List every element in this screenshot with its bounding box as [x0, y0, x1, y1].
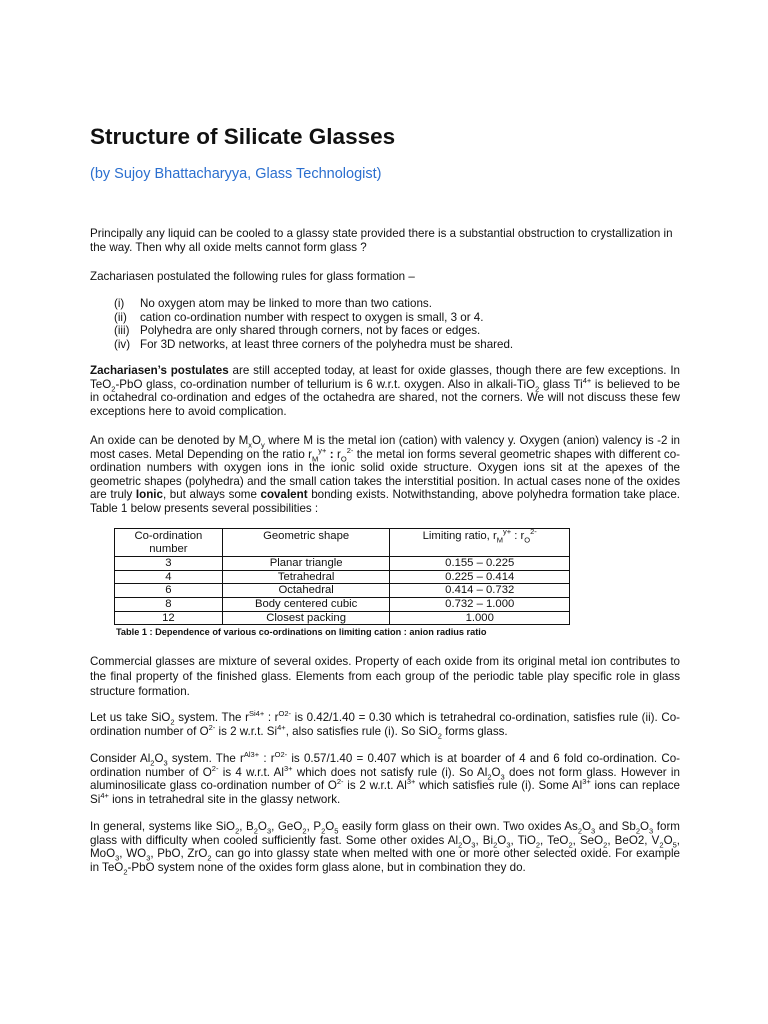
superscript: 2-: [346, 445, 354, 455]
text-run: is 2 w.r.t. Si: [215, 724, 278, 738]
superscript: 4+: [100, 790, 109, 800]
table-cell: Closest packing: [222, 611, 390, 625]
text-run: , P: [306, 820, 322, 833]
text-run: O: [581, 820, 592, 833]
table-row: [115, 611, 570, 625]
subscript: 2: [150, 758, 155, 768]
rule-item: [114, 338, 513, 352]
superscript: 4+: [582, 375, 592, 385]
text-run: O: [640, 820, 650, 833]
subscript: 3: [591, 826, 596, 836]
text-run: Let us take SiO: [90, 711, 171, 724]
subscript: 2: [487, 771, 492, 781]
subscript: O: [340, 453, 347, 463]
subscript: 3: [266, 826, 272, 836]
text-run: which does not satisfy rule (i). So Al: [292, 765, 488, 779]
superscript: y+: [502, 527, 512, 537]
table-row: [115, 597, 570, 611]
al2o3-paragraph: [90, 752, 680, 806]
subscript: 2: [535, 839, 541, 849]
text-run: forms glass.: [441, 724, 508, 738]
table-row: [115, 570, 570, 584]
table-caption: Table 1 : Dependence of various co-ordinations on limiting cation : anion radius ratio: [116, 627, 487, 637]
commercial-paragraph: Commercial glasses are mixture of several oxides. Property of each oxide from its original metal ion contributes to the final property of the finished glass. Elements from each group of the periodic table play specific role in glass structure formation.: [90, 655, 680, 698]
text-run: , B: [239, 820, 254, 833]
header-coordination-number: Co-ordination number: [115, 529, 223, 557]
superscript: O2-: [278, 709, 292, 719]
rule-number: (ii): [114, 310, 127, 324]
subscript: 2: [123, 867, 128, 877]
subscript: 2: [207, 853, 212, 863]
postulates-bold: Zachariasen’s postulates: [90, 364, 229, 377]
subscript: 3: [146, 853, 151, 863]
text-run: does not form glass. However in aluminosilicate glass co-ordination number of O: [90, 765, 680, 793]
rule-number: (iii): [114, 324, 130, 338]
subscript: 2: [302, 826, 307, 836]
table-cell: 4: [115, 570, 223, 584]
postulates-paragraph: [90, 364, 680, 418]
text-run: O: [252, 434, 262, 447]
text-run: An oxide can be denoted by M: [90, 434, 249, 447]
subscript: 2: [235, 826, 240, 836]
table-cell: 0.225 – 0.414: [390, 570, 570, 584]
text-run: Ionic: [135, 488, 163, 502]
text-run: , TeO: [540, 833, 569, 847]
superscript: 2-: [211, 763, 219, 773]
superscript: 3+: [582, 777, 591, 787]
superscript: y+: [318, 445, 327, 455]
subscript: 2: [568, 839, 573, 849]
text-run: system. The r: [167, 752, 244, 765]
rule-text: cation co-ordination number with respect to oxygen is small, 3 or 4.: [140, 310, 484, 324]
text-run: Consider Al: [90, 752, 151, 765]
text-run: is 4 w.r.t. Al: [218, 765, 284, 779]
text-run: can go into glassy state when melted with one or more other selected oxide. For example in TeO: [90, 847, 681, 874]
sio2-paragraph: [90, 711, 680, 738]
superscript: 2-: [530, 527, 537, 537]
superscript: O2-: [274, 750, 288, 760]
subscript: 3: [471, 839, 476, 849]
subscript: 2: [111, 383, 116, 393]
general-paragraph: [90, 820, 681, 877]
subscript: 3: [649, 826, 654, 836]
subscript: 2: [635, 826, 641, 836]
document-title: Structure of Silicate Glasses: [90, 124, 396, 149]
text-run: O: [325, 820, 335, 833]
text-run: O: [462, 833, 472, 847]
text-run: : r: [511, 530, 525, 542]
text-run: Limiting ratio, r: [422, 530, 497, 542]
text-run: system. The r: [174, 711, 249, 724]
subscript: 2: [253, 826, 258, 836]
oxide-paragraph: [90, 434, 680, 516]
text-run: , WO: [119, 847, 147, 861]
subscript: 3: [163, 758, 168, 768]
text-run: is believed to be in octahedral co-ordination and edges of the octahedra are shared, not the corners. We will not discuss these few exceptions here to avoid complication.: [90, 377, 680, 418]
text-run: O: [497, 833, 507, 847]
table-cell: 3: [115, 557, 223, 571]
text-run: , also satisfies rule (i). So SiO: [285, 724, 438, 738]
subscript: M: [496, 535, 503, 545]
document-byline: (by Sujoy Bhattacharyya, Glass Technologist): [90, 166, 382, 182]
rule-text: Polyhedra are only shared through corners, not by faces or edges.: [140, 324, 481, 338]
subscript: 5: [334, 826, 339, 836]
table-cell: 0.155 – 0.225: [390, 557, 570, 571]
rules-intro: Zachariasen postulated the following rules for glass formation –: [90, 270, 415, 283]
rule-text: For 3D networks, at least three corners of the polyhedra must be shared.: [140, 337, 514, 351]
rule-item: [114, 324, 513, 338]
table-cell: Planar triangle: [222, 557, 390, 571]
table-cell: Tetrahedral: [222, 570, 390, 584]
subscript: 3: [500, 771, 505, 781]
text-run: ions in tetrahedral site in the glassy network.: [108, 792, 341, 806]
text-run: form glass with difficulty when cooled sufficiently fast. Some other oxides Al: [90, 820, 680, 847]
rule-number: (i): [114, 297, 125, 310]
subscript: O: [524, 535, 531, 545]
table-row: [115, 557, 570, 571]
text-run: r: [337, 447, 341, 461]
text-run: easily form glass on their own. Two oxides As: [338, 820, 578, 833]
table-cell: 0.732 – 1.000: [390, 597, 570, 611]
text-run: are still accepted today, at least for oxide glasses, though there are few exceptions. In TeO: [90, 364, 680, 391]
subscript: 2: [493, 839, 498, 849]
superscript: Si4+: [248, 709, 265, 719]
text-run: where M is the metal ion (cation) with valency y. Oxygen (anion) valency is -2 in most cases. Metal Depending on the ratio r: [90, 434, 680, 461]
text-run: , TiO: [510, 833, 536, 847]
text-run: -PbO glass, co-ordination number of tellurium is 6 w.r.t. oxygen. Also in alkali-TiO: [115, 377, 536, 391]
text-run: , Bi: [475, 833, 494, 847]
coordination-table: [114, 528, 570, 625]
text-run: is 0.42/1.40 = 0.30 which is tetrahedral co-ordination, satisfies rule (ii). Co-ordination number of O: [90, 711, 681, 738]
header-limiting-ratio: [390, 529, 570, 557]
header-geometric-shape: Geometric shape: [222, 529, 390, 557]
superscript: 2-: [208, 722, 216, 732]
text-run: ions can replace Si: [90, 779, 681, 806]
superscript: 3+: [406, 777, 416, 787]
table-cell: 0.414 – 0.732: [390, 584, 570, 598]
text-run: : r: [259, 752, 275, 765]
subscript: 5: [672, 839, 677, 849]
text-run: , MoO: [90, 833, 680, 861]
superscript: Al3+: [243, 750, 260, 760]
subscript: 2: [458, 839, 463, 849]
subscript: y: [261, 440, 265, 450]
text-run: covalent: [260, 488, 308, 502]
subscript: x: [248, 440, 252, 450]
table-cell: 8: [115, 597, 223, 611]
rule-number: (iv): [114, 337, 131, 351]
rule-item: [114, 297, 513, 311]
subscript: 2: [535, 383, 540, 393]
table-cell: 6: [115, 584, 223, 598]
table-cell: 1.000: [390, 611, 570, 625]
superscript: 2-: [336, 777, 344, 787]
text-run: , SeO: [572, 833, 604, 847]
subscript: 2: [437, 730, 442, 740]
subscript: 3: [115, 853, 120, 863]
text-run: : r: [264, 711, 279, 724]
text-run: , BeO2, V: [607, 833, 660, 847]
rules-list: [114, 297, 513, 351]
text-run: -PbO system none of the oxides form glass alone, but in combination they do.: [127, 860, 526, 874]
text-run: the metal ion forms several geometric shapes with different co-ordination numbers with oxygen ions in the ionic solid oxide structure. Oxygen ions sit at the apexes of the geometric shapes (polyhedra) and the small cation takes the interstitial position. In actual cases none of the oxides are truly: [90, 447, 681, 502]
text-run: In general, systems like SiO: [90, 820, 236, 833]
subscript: 2: [321, 826, 326, 836]
text-run: which satisfies rule (i). Some Al: [415, 779, 583, 793]
text-run: O: [491, 765, 501, 779]
superscript: 3+: [283, 763, 293, 773]
subscript: 2: [659, 839, 664, 849]
rule-item: [114, 311, 513, 325]
text-run: and Sb: [595, 820, 636, 833]
table-cell: Octahedral: [222, 584, 390, 598]
text-run: , but always some: [162, 488, 261, 502]
text-run: O: [663, 833, 673, 847]
table-header-row: [115, 529, 570, 557]
text-run: :: [326, 447, 338, 461]
subscript: M: [312, 453, 319, 463]
text-run: O: [257, 820, 267, 833]
table-row: [115, 584, 570, 598]
subscript: 3: [506, 839, 511, 849]
rule-text: No oxygen atom may be linked to more than two cations.: [140, 297, 432, 310]
text-run: glass Ti: [539, 377, 583, 391]
table-cell: 12: [115, 611, 223, 625]
subscript: 2: [170, 717, 175, 727]
text-run: bonding exists. Notwithstanding, above polyhedra formation take place. Table 1 below presents several possibilities :: [90, 488, 680, 515]
subscript: 2: [603, 839, 608, 849]
subscript: 2: [577, 826, 582, 836]
intro-paragraph: Principally any liquid can be cooled to a glassy state provided there is a substantial obstruction to crystallization in the way. Then why all oxide melts cannot form glass ?: [90, 227, 673, 254]
text-run: is 0.57/1.40 = 0.407 which is at boarder of 4 and 6 fold co-ordination. Co-ordination number of O: [90, 752, 681, 779]
text-run: , GeO: [271, 820, 303, 833]
table-cell: Body centered cubic: [222, 597, 390, 611]
text-run: O: [154, 752, 164, 765]
superscript: 4+: [277, 722, 286, 732]
text-run: , PbO, ZrO: [150, 847, 208, 861]
text-run: is 2 w.r.t. Al: [343, 779, 407, 793]
